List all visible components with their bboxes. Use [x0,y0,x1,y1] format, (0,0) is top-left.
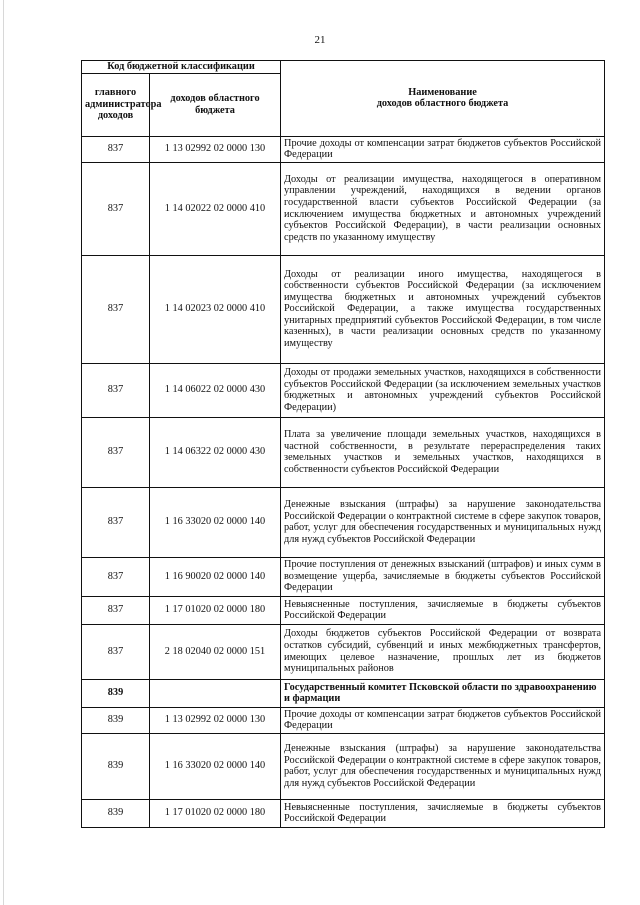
admin-code-cell: 837 [82,136,150,162]
admin-code-cell: 837 [82,255,150,363]
table-row [82,557,605,596]
revenue-code-cell: 1 16 33020 02 0000 140 [150,733,281,799]
table-row [82,255,605,363]
table-row [82,596,605,624]
revenue-code-cell: 2 18 02040 02 0000 151 [150,624,281,679]
revenue-code-cell: 1 14 02022 02 0000 410 [150,162,281,255]
table-row [82,136,605,162]
revenue-name-cell: Денежные взыскания (штрафы) за нарушение законодательства Российской Федерации о контрактной системе в сфере закупок товаров, работ, услуг для обеспечения государственных и муниципальных нужд для нужд субъектов Российской Федерации [281,487,605,557]
table-row [82,487,605,557]
revenue-name-cell: Плата за увеличение площади земельных участков, находящихся в частной собственности, в результате перераспределения таких земельных участков и земельных участков, находящихся в собственности субъектов Российской Федерации [281,417,605,487]
revenue-code-cell [150,679,281,707]
revenue-code-cell: 1 17 01020 02 0000 180 [150,799,281,827]
table-row [82,162,605,255]
revenue-code-cell: 1 13 02992 02 0000 130 [150,707,281,733]
header-code-column: доходов областного бюджета [150,73,281,136]
header-name-line1: Наименование [408,86,477,98]
admin-code-cell: 839 [82,707,150,733]
revenue-name-cell: Прочие доходы от компенсации затрат бюджетов субъектов Российской Федерации [281,707,605,733]
revenue-name-cell: Денежные взыскания (штрафы) за нарушение законодательства Российской Федерации о контрактной системе в сфере закупок товаров, работ, услуг для обеспечения государственных и муниципальных нужд для нужд субъектов Российской Федерации [281,733,605,799]
table-row [82,624,605,679]
page-number: 21 [314,34,326,46]
revenue-code-cell: 1 14 06022 02 0000 430 [150,363,281,417]
revenue-code-cell: 1 17 01020 02 0000 180 [150,596,281,624]
agency-header-row [82,679,605,707]
revenue-name-cell: Прочие доходы от компенсации затрат бюджетов субъектов Российской Федерации [281,136,605,162]
admin-code-cell: 837 [82,162,150,255]
admin-code-cell: 837 [82,487,150,557]
table-row [82,417,605,487]
admin-code-cell: 839 [82,733,150,799]
revenue-name-cell: Государственный комитет Псковской области по здравоохранению и фармации [281,679,605,707]
revenue-code-cell: 1 16 90020 02 0000 140 [150,557,281,596]
header-group-budget-code: Код бюджетной классификации [82,61,281,74]
revenue-name-cell: Невыясненные поступления, зачисляемые в бюджеты субъектов Российской Федерации [281,799,605,827]
revenue-name-cell: Доходы от продажи земельных участков, находящихся в собственности субъектов Российской Федерации (за исключением земельных участков бюджетных и автономных учреждений субъектов Российской Федерации) [281,363,605,417]
table-row [82,799,605,827]
revenue-code-cell: 1 13 02992 02 0000 130 [150,136,281,162]
table-row [82,363,605,417]
admin-code-cell: 837 [82,557,150,596]
header-name-line2: доходов областного бюджета [376,98,509,110]
revenue-name-cell: Невыясненные поступления, зачисляемые в бюджеты субъектов Российской Федерации [281,596,605,624]
header-admin-column: главного администратора доходов [82,73,150,136]
revenue-name-cell: Доходы от реализации иного имущества, находящегося в собственности субъектов Российской Федерации (за исключением имущества бюджетных и автономных учреждений субъектов Российской Федерации, а также имущества государственных унитарных предприятий субъектов Российской Федерации, в том числе казенных), в части реализации основных средств по указанному имуществу [281,255,605,363]
admin-code-cell: 837 [82,417,150,487]
revenue-name-cell: Прочие поступления от денежных взысканий (штрафов) и иных сумм в возмещение ущерба, зачисляемые в бюджеты субъектов Российской Федерации [281,557,605,596]
revenue-name-cell: Доходы от реализации имущества, находящегося в оперативном управлении учреждений, находящихся в ведении органов государственной власти субъектов Российской Федерации (за исключением имущества бюджетных и автономных учреждений субъектов Российской Федерации), в части реализации основных средств по указанному имуществу [281,162,605,255]
admin-code-cell: 837 [82,363,150,417]
revenue-code-cell: 1 14 02023 02 0000 410 [150,255,281,363]
admin-code-cell: 837 [82,596,150,624]
scan-edge-line [3,0,4,905]
budget-classification-table [81,60,605,828]
table-row [82,707,605,733]
revenue-code-cell: 1 16 33020 02 0000 140 [150,487,281,557]
admin-code-cell: 839 [82,679,150,707]
header-name-column [281,61,605,137]
table-row [82,733,605,799]
admin-code-cell: 839 [82,799,150,827]
revenue-name-cell: Доходы бюджетов субъектов Российской Федерации от возврата остатков субсидий, субвенций и иных межбюджетных трансфертов, имеющих целевое назначение, прошлых лет из бюджетов муниципальных районов [281,624,605,679]
revenue-code-cell: 1 14 06322 02 0000 430 [150,417,281,487]
admin-code-cell: 837 [82,624,150,679]
